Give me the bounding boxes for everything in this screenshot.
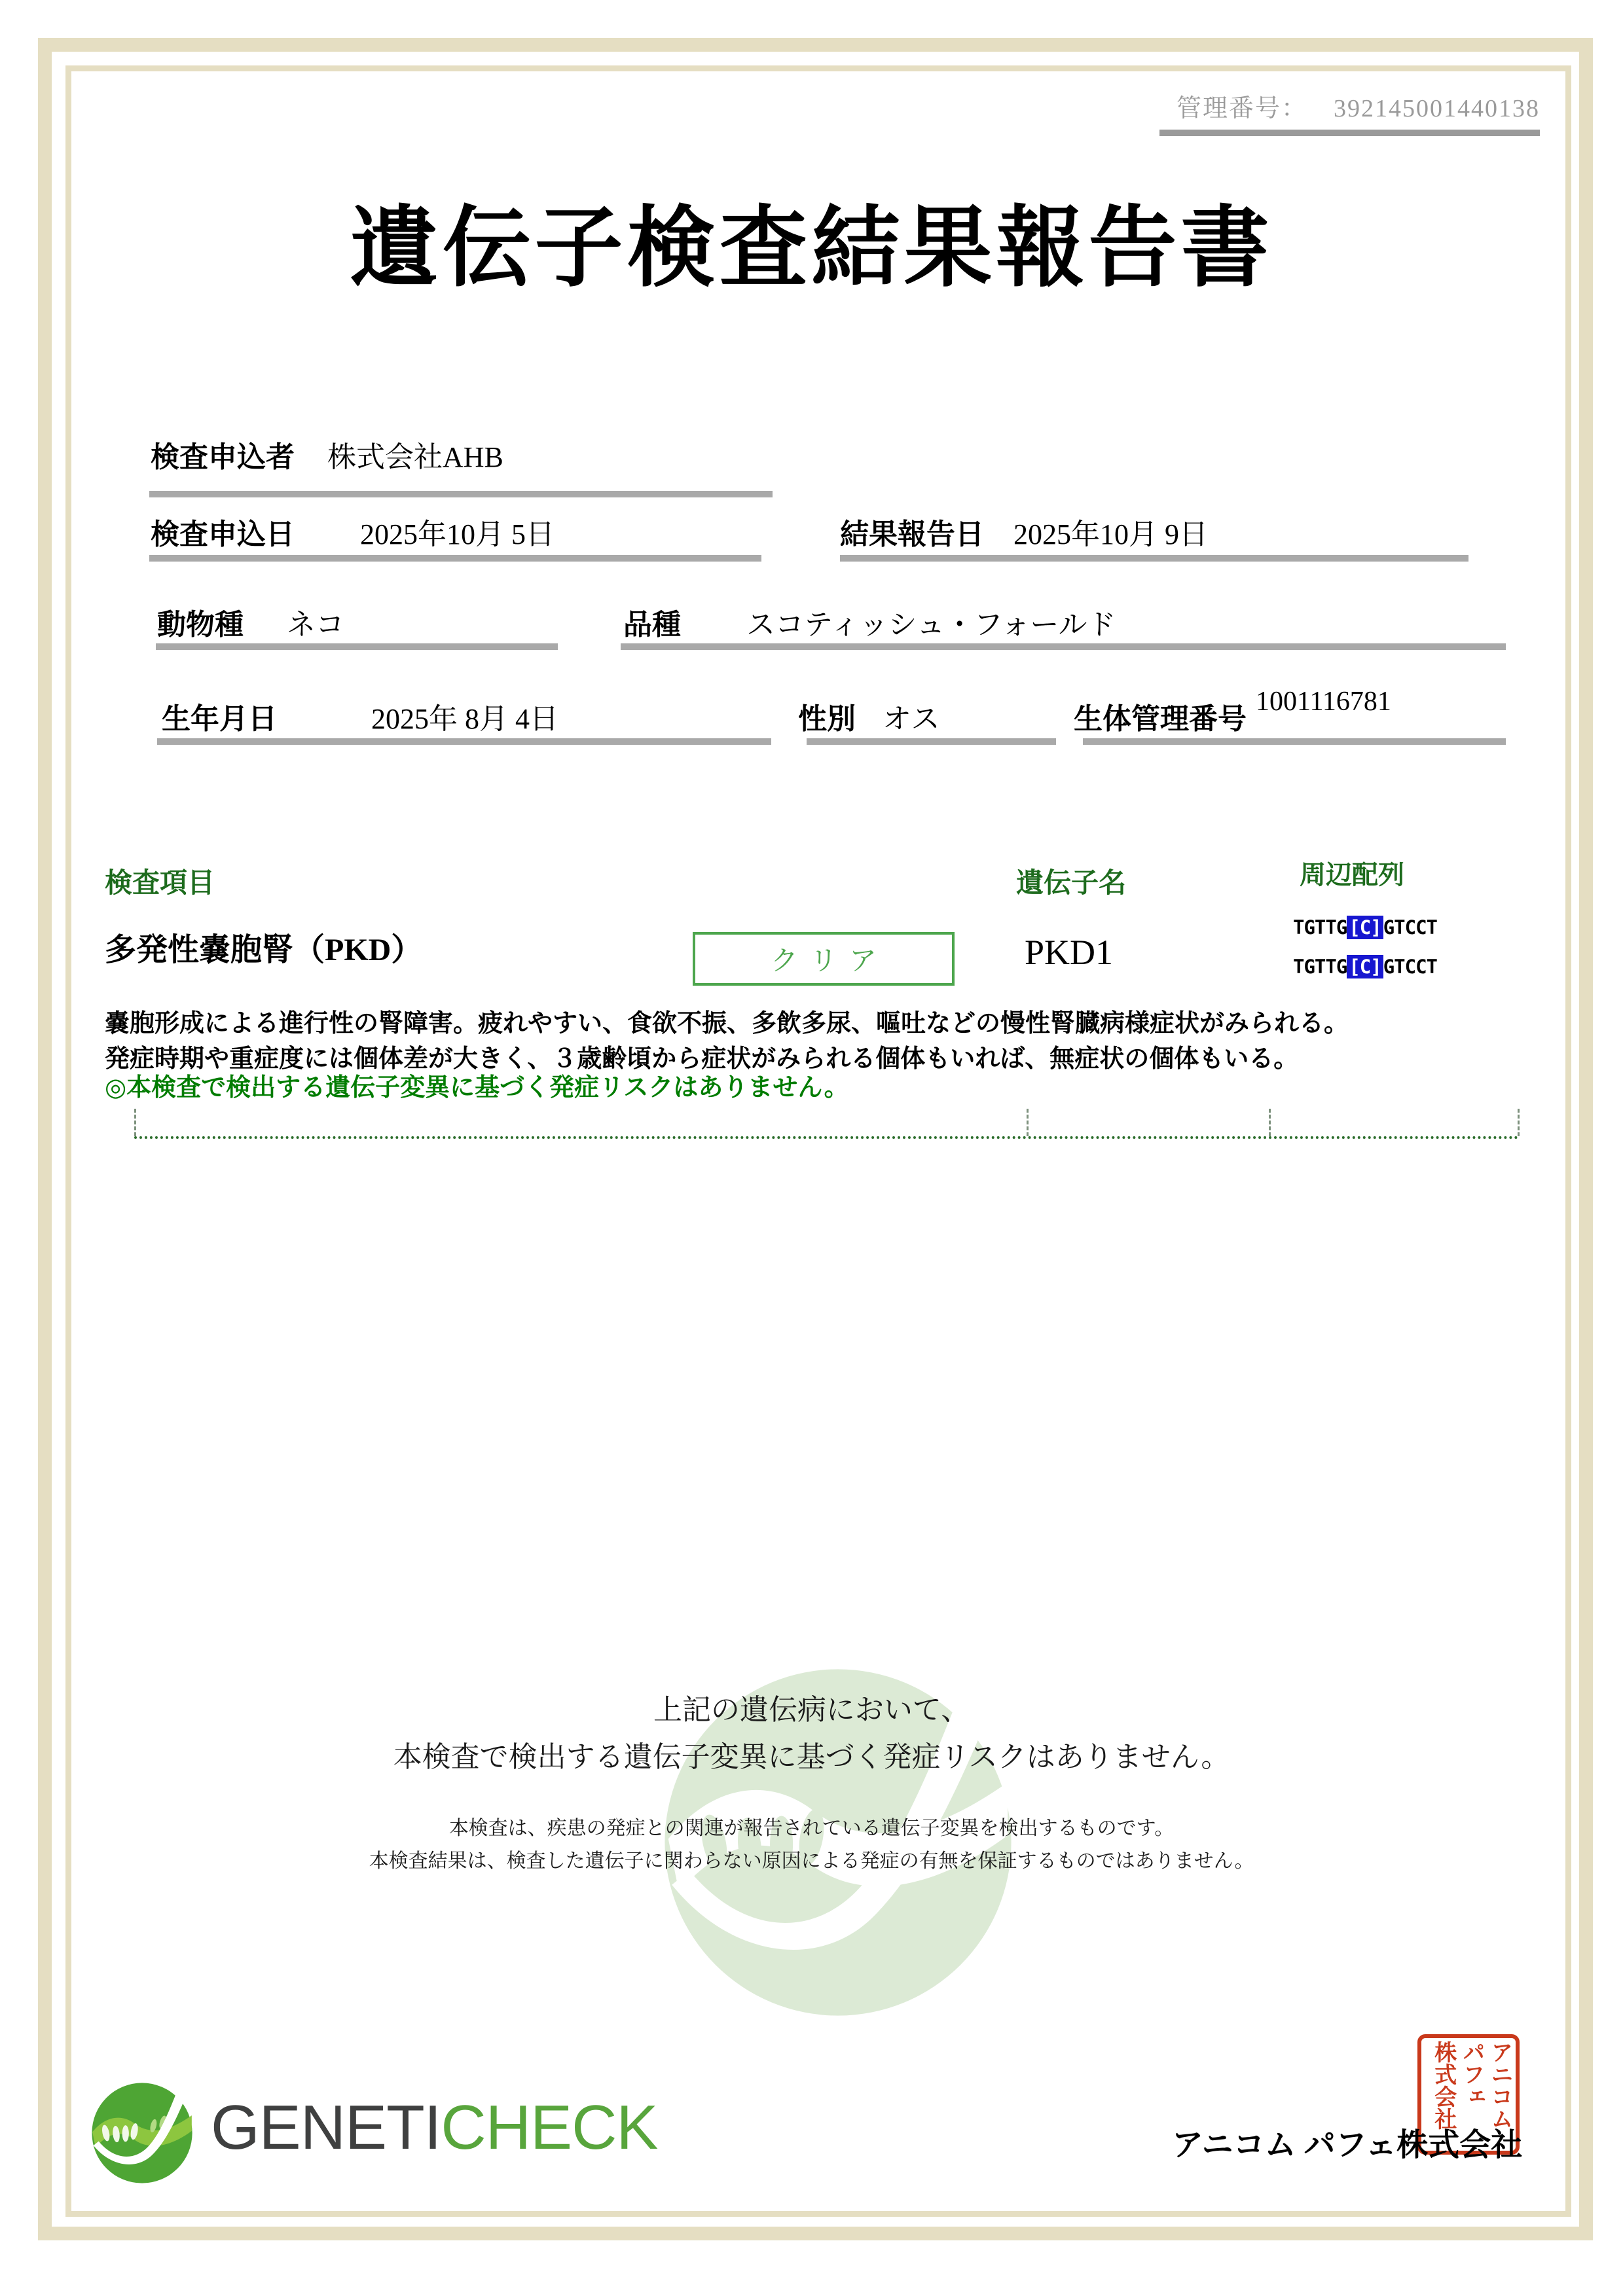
management-number [1176,88,1540,124]
report-date-underline [840,555,1468,562]
table-column-tick [134,1109,136,1136]
applicant-label: 検査申込者 [151,441,295,473]
breed-label: 品種 [623,609,681,641]
logo-text-geneti: GENETI [211,2092,441,2162]
breed-value: スコティッシュ・フォールド [746,609,1116,641]
result-value: クリア [770,946,888,977]
birthdate-value: 2025年 8月 4日 [371,703,558,735]
disease-name: 多発性嚢胞腎（PKD） [105,933,423,967]
applicant-value: 株式会社AHB [327,441,503,473]
report-date-label: 結果報告日 [840,518,984,550]
company-name: アニコム パフェ株式会社 [1172,2128,1523,2162]
test-item-header: 検査項目 [105,869,215,899]
birthdate-underline [157,738,771,745]
summary-note1: 本検査は、疾患の発症との関連が報告されている遺伝子変異を検出するものです。 [448,1818,1175,1839]
sequence-prefix: TGTTG [1293,956,1347,978]
animal-id-label: 生体管理番号 [1074,703,1247,735]
seal-column: 株式会社 [1431,2041,1455,2130]
sequence-row [1293,916,1437,939]
sex-underline [807,738,1056,745]
sequence-row [1293,956,1437,978]
summary-line1: 上記の遺伝病において、 [653,1694,970,1726]
page-title: 遺伝子検査結果報告書 [350,200,1273,298]
summary-note2: 本検査結果は、検査した遺伝子に関わらない原因による発症の有無を保証するものではありません。 [369,1850,1254,1872]
apply-date-underline [149,555,761,562]
table-column-tick [1269,1109,1271,1136]
seal-column: パフェ [1459,2041,1484,2108]
summary-line2: 本検査で検出する遺伝子変異に基づく発症リスクはありません。 [393,1741,1230,1773]
risk-note: ◎本検査で検出する遺伝子変異に基づく発症リスクはありません。 [105,1074,849,1102]
disease-description-line1: 嚢胞形成による進行性の腎障害。疲れやすい、食欲不振、多飲多尿、嘔吐などの慢性腎臓病様症状がみられる。 [105,1010,1349,1037]
disease-description-line2: 発症時期や重症度には個体差が大きく、３歳齢頃から症状がみられる個体もいれば、無症状の個体もいる。 [105,1045,1299,1073]
report-date-value: 2025年10月 9日 [1013,518,1208,550]
management-number-value: 392145001440138 [1334,95,1540,122]
logo-text-check: CHECK [441,2092,658,2162]
sequence-suffix: GTCCT [1383,916,1438,939]
sequence-suffix: GTCCT [1383,956,1438,978]
species-value: ネコ [287,609,344,641]
seal-column: アニコム [1487,2041,1512,2130]
table-bottom-divider [134,1136,1519,1139]
sex-label: 性別 [798,703,856,735]
species-underline [156,643,558,650]
table-column-tick [1027,1109,1029,1136]
apply-date-label: 検査申込日 [151,518,295,550]
animal-id-underline [1083,738,1506,745]
sequence-variant: [C] [1347,955,1383,978]
applicant-underline [149,491,773,497]
geneticheck-logo-icon [90,2081,194,2185]
sex-value: オス [883,703,940,735]
breed-underline [621,643,1506,650]
animal-id-value: 1001116781 [1256,687,1391,717]
birthdate-label: 生年月日 [162,703,277,735]
table-column-tick [1518,1109,1520,1136]
gene-name: PKD1 [1025,933,1114,972]
apply-date-value: 2025年10月 5日 [360,518,555,550]
species-label: 動物種 [157,609,244,641]
sequence-header: 周辺配列 [1300,860,1404,889]
management-number-divider [1159,130,1540,136]
result-badge [693,932,955,986]
gene-name-header: 遺伝子名 [1016,869,1127,899]
sequence-prefix: TGTTG [1293,916,1347,939]
geneticheck-logo-text [211,2092,657,2164]
sequence-variant: [C] [1347,916,1383,939]
management-number-label: 管理番号： [1176,95,1307,122]
